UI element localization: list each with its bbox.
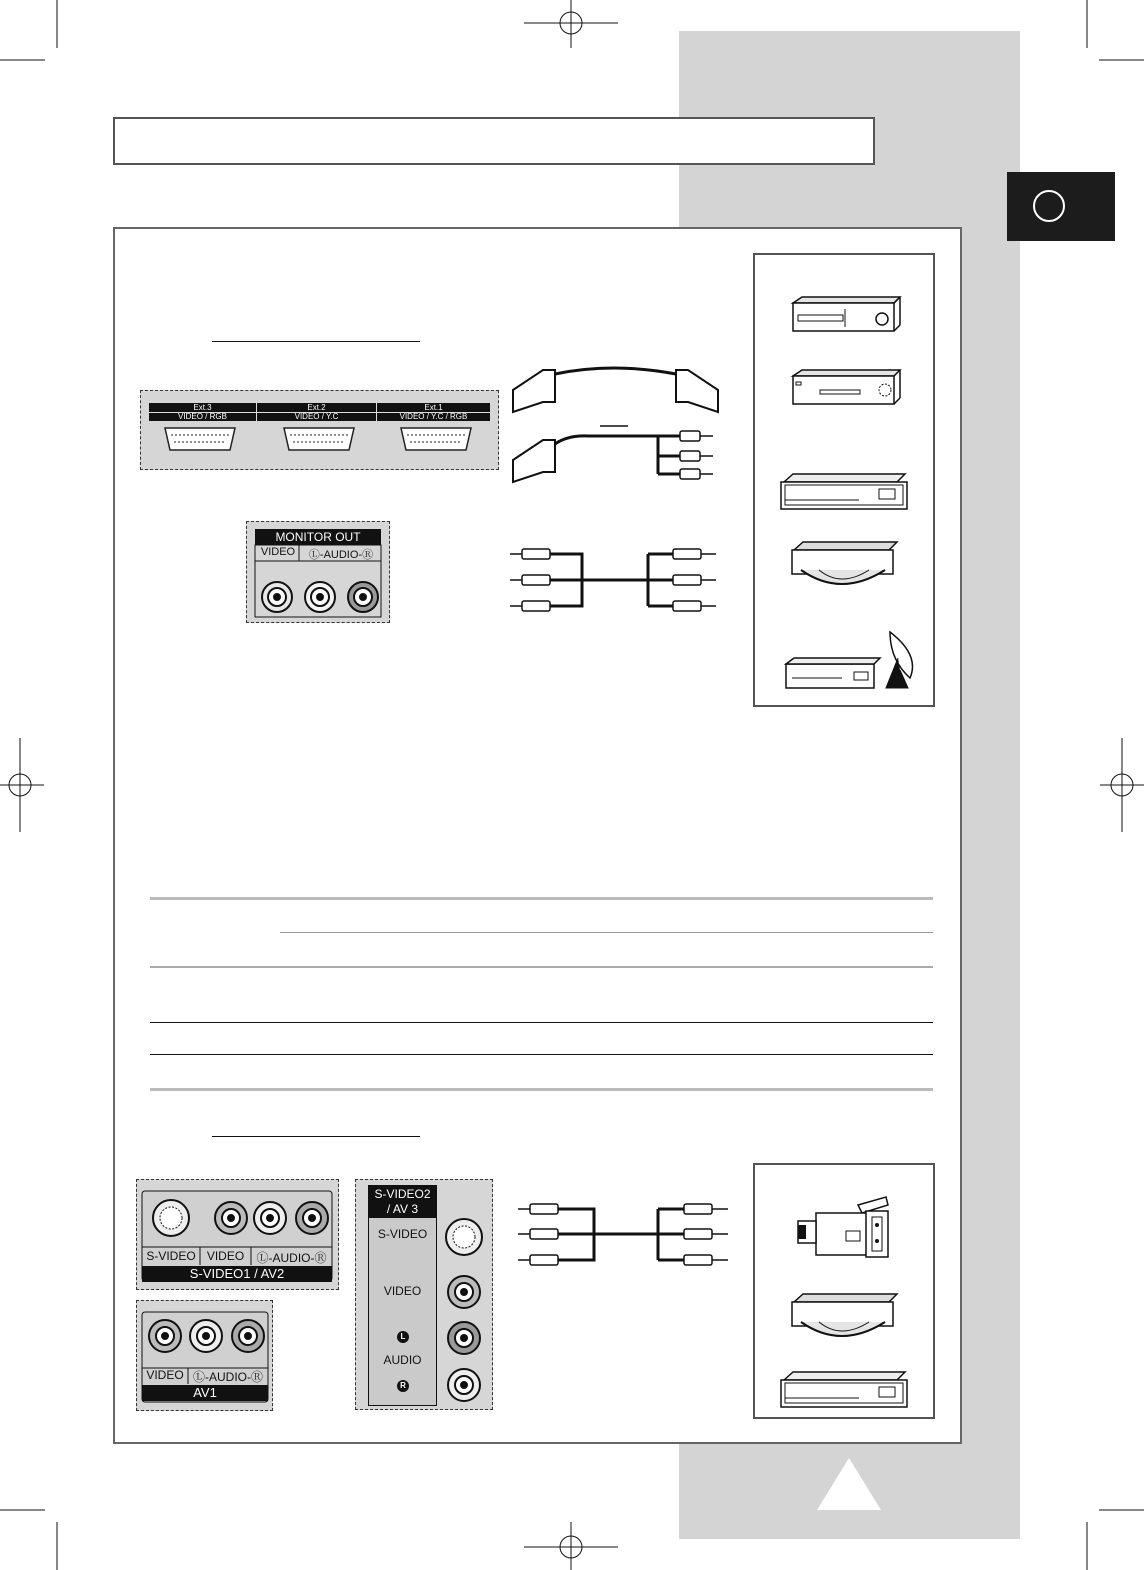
table-rule — [150, 1054, 933, 1055]
svideo2-left-mark: L — [397, 1331, 409, 1343]
svideo1-audio-label: Ⓛ-AUDIO-Ⓡ — [256, 1251, 327, 1265]
decoder-icon-bottom — [779, 1370, 909, 1410]
table-rule — [280, 932, 933, 933]
svideo1-video-label: VIDEO — [206, 1249, 245, 1263]
table-rule — [150, 1022, 933, 1023]
page-title-box — [113, 117, 875, 165]
av1-audio-label: Ⓛ-AUDIO-Ⓡ — [193, 1370, 263, 1384]
monitor-out-audio-label: Ⓛ-AUDIO-Ⓡ — [308, 549, 374, 561]
svideo2-video-label: VIDEO — [383, 1284, 422, 1298]
monitor-out-title: MONITOR OUT — [255, 529, 381, 545]
section-underline-top — [212, 341, 420, 342]
svideo2-jacks — [441, 1210, 489, 1410]
rca-cable-icon — [508, 542, 723, 614]
next-page-arrow-icon[interactable] — [817, 1458, 881, 1510]
scart-sockets — [140, 390, 499, 470]
svideo1-av2-title: S-VIDEO1 / AV2 — [142, 1266, 332, 1282]
ext3-label: Ext.3 — [193, 403, 212, 412]
table-rule — [150, 1088, 933, 1091]
dvd-tray-icon — [789, 540, 901, 592]
scart-cable-icon — [508, 360, 723, 485]
tab-circle-icon — [1033, 190, 1065, 222]
table-rule — [150, 966, 933, 968]
monitor-out-jacks — [246, 521, 390, 623]
satellite-receiver-icon — [782, 630, 922, 692]
svideo2-svideo-label: S-VIDEO — [377, 1227, 428, 1241]
svideo2-title-line2: / AV 3 — [386, 1202, 419, 1216]
ext1-signal: VIDEO / Y.C / RGB — [399, 412, 468, 421]
av1-video-label: VIDEO — [146, 1368, 184, 1382]
dvd-player-icon — [790, 368, 905, 406]
ext2-signal: VIDEO / Y.C — [294, 412, 339, 421]
decoder-icon — [779, 472, 909, 512]
svideo1-svideo-label: S-VIDEO — [146, 1249, 196, 1263]
svideo2-right-mark: R — [397, 1380, 409, 1392]
ext1-label: Ext.1 — [424, 403, 443, 412]
section-underline-bottom — [212, 1136, 420, 1137]
table-rule — [150, 897, 933, 900]
svideo2-title-line1: S-VIDEO2 — [374, 1187, 431, 1201]
ext3-signal: VIDEO / RGB — [178, 412, 227, 421]
av1-title: AV1 — [142, 1385, 268, 1401]
vcr-icon — [790, 295, 905, 333]
svideo2-audio-label: AUDIO — [383, 1353, 422, 1367]
monitor-out-video-label: VIDEO — [260, 546, 296, 558]
ext2-label: Ext.2 — [307, 403, 326, 412]
rca-cable-icon-bottom — [516, 1198, 734, 1270]
dvd-tray-icon-bottom — [789, 1292, 901, 1344]
camcorder-icon — [796, 1195, 892, 1261]
